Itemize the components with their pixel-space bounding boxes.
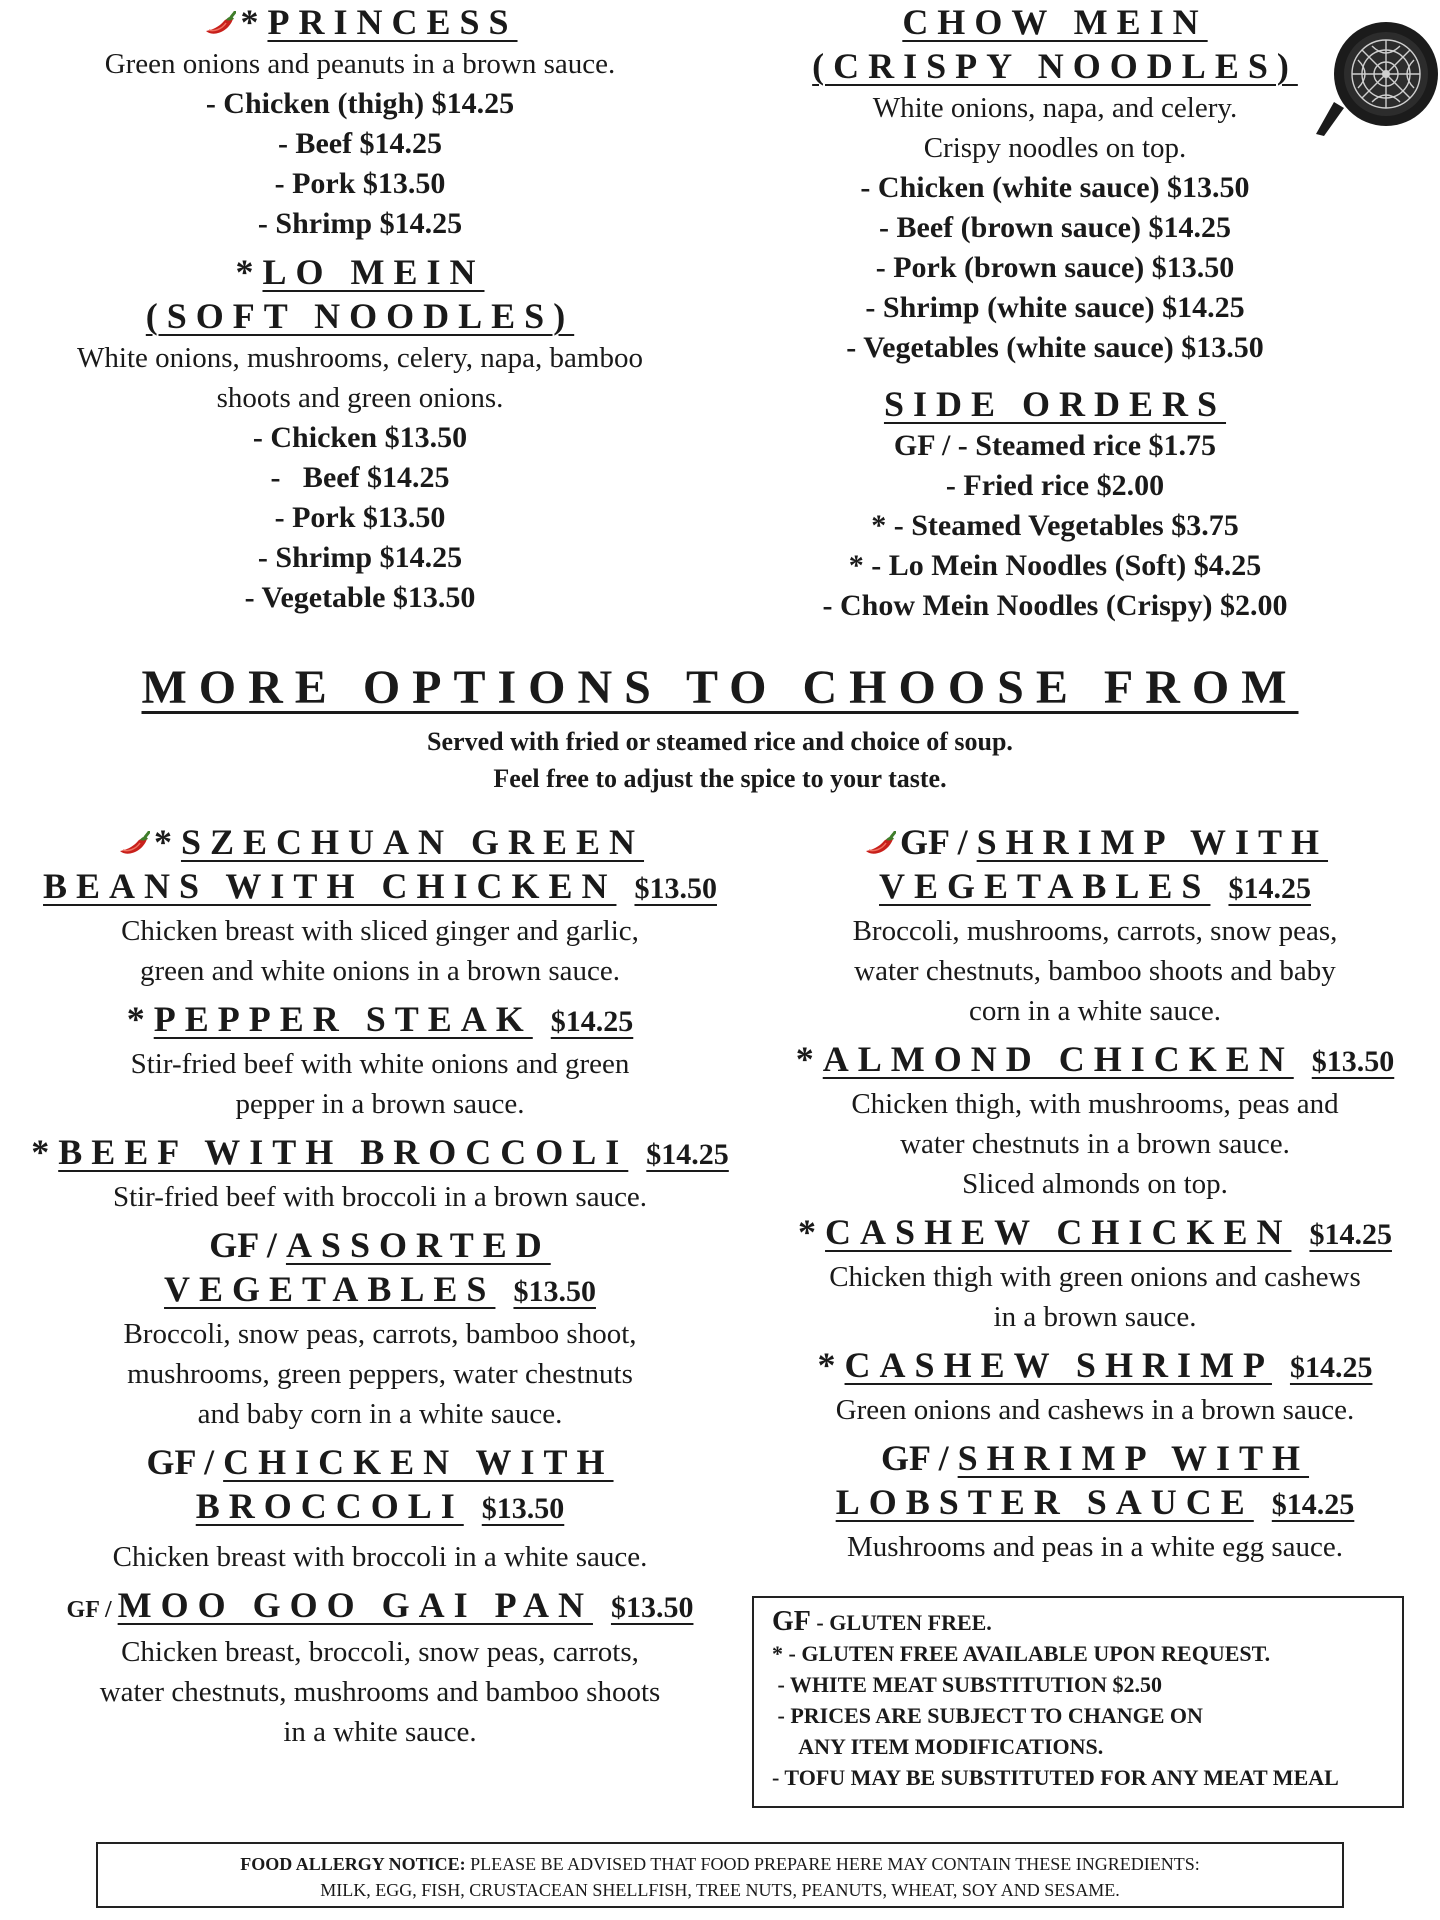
dish-desc: Green onions and cashews in a brown sauce. <box>835 1394 1355 1426</box>
more-options-sub: Feel free to adjust the spice to your taste. <box>493 764 947 793</box>
food-allergy-notice <box>96 1842 1344 1908</box>
notes-line: ANY ITEM MODIFICATIONS. <box>772 1734 1104 1759</box>
chow-mein-section <box>740 0 1370 368</box>
princess-title: *PRINCESS <box>30 0 690 44</box>
dish-desc: in a white sauce. <box>283 1716 477 1748</box>
allergy-line: FOOD ALLERGY NOTICE: PLEASE BE ADVISED THAT FOOD PREPARE HERE MAY CONTAIN THESE INGREDIENTS: <box>240 1854 1200 1874</box>
dish-desc: Stir-fried beef with white onions and green <box>130 1048 630 1080</box>
dish-title: BROCCOLI $13.50 <box>195 1486 565 1526</box>
dish-title: LOBSTER SAUCE $14.25 <box>835 1482 1355 1522</box>
dish-desc: pepper in a brown sauce. <box>235 1088 525 1120</box>
cast-iron-pan-icon <box>1312 16 1440 136</box>
lo-mein-item: - Pork $13.50 <box>274 501 446 534</box>
notes-line: - TOFU MAY BE SUBSTITUTED FOR ANY MEAT MEAL <box>772 1765 1339 1790</box>
chow-mein-item: - Vegetables (white sauce) $13.50 <box>846 331 1264 364</box>
dish-title: GF / CHICKEN WITH <box>146 1442 614 1482</box>
lo-mein-section <box>30 250 690 618</box>
chow-mein-item: - Pork (brown sauce) $13.50 <box>875 251 1235 284</box>
notes-box <box>752 1596 1404 1808</box>
chili-pepper-icon <box>202 11 236 37</box>
dish-title: BEANS WITH CHICKEN $13.50 <box>43 866 717 906</box>
allergy-line: MILK, EGG, FISH, CRUSTACEAN SHELLFISH, TREE NUTS, PEANUTS, WHEAT, SOY AND SESAME. <box>320 1880 1120 1900</box>
side-orders-title: SIDE ORDERS <box>883 384 1227 424</box>
dish-title: GF / ASSORTED <box>209 1225 551 1265</box>
princess-section <box>30 0 690 244</box>
side-order-item: - Chow Mein Noodles (Crispy) $2.00 <box>822 589 1288 622</box>
chili-pepper-icon <box>116 831 150 857</box>
lo-mein-item: - Shrimp $14.25 <box>257 541 463 574</box>
chili-pepper-icon <box>862 831 896 857</box>
dish-title: GF / SHRIMP WITH <box>760 820 1430 864</box>
dish-desc: water chestnuts, bamboo shoots and baby <box>854 955 1336 987</box>
side-order-item: - Fried rice $2.00 <box>945 469 1165 502</box>
princess-item: - Shrimp $14.25 <box>257 207 463 240</box>
princess-item: - Chicken (thigh) $14.25 <box>205 87 515 120</box>
notes-line: - PRICES ARE SUBJECT TO CHANGE ON <box>772 1703 1203 1728</box>
lo-mein-item: - Chicken $13.50 <box>252 421 468 454</box>
side-orders-section <box>740 382 1370 626</box>
more-options-title: MORE OPTIONS TO CHOOSE FROM <box>141 661 1299 714</box>
dish-desc: Broccoli, snow peas, carrots, bamboo shoot, <box>123 1318 637 1350</box>
dish-title: GF / SHRIMP WITH <box>880 1438 1310 1478</box>
dish-title: *SZECHUAN GREEN <box>10 820 750 864</box>
princess-item: - Beef $14.25 <box>277 127 443 160</box>
chow-mein-item: - Beef (brown sauce) $14.25 <box>879 211 1231 244</box>
chow-mein-desc: Crispy noodles on top. <box>923 132 1187 164</box>
dish-desc: Stir-fried beef with broccoli in a brown sauce. <box>112 1181 648 1213</box>
lo-mein-title: *LO MEIN <box>235 252 485 292</box>
dish-title: *BEEF WITH BROCCOLI $14.25 <box>31 1132 729 1172</box>
dish-desc: corn in a white sauce. <box>968 995 1222 1027</box>
princess-item: - Pork $13.50 <box>274 167 446 200</box>
dish-desc: and baby corn in a white sauce. <box>197 1398 563 1430</box>
dish-desc: Chicken breast, broccoli, snow peas, carrots, <box>121 1636 639 1668</box>
dish-title: *CASHEW SHRIMP $14.25 <box>817 1345 1373 1385</box>
notes-line: - WHITE MEAT SUBSTITUTION $2.50 <box>772 1672 1162 1697</box>
side-order-item: GF / - Steamed rice $1.75 <box>893 429 1217 462</box>
dish-title: VEGETABLES $14.25 <box>879 866 1311 906</box>
dish-desc: in a brown sauce. <box>993 1301 1197 1333</box>
dish-desc: Sliced almonds on top. <box>962 1168 1228 1200</box>
lo-mein-subtitle: (SOFT NOODLES) <box>145 296 575 336</box>
dish-desc: Chicken breast with sliced ginger and garlic, <box>121 915 639 947</box>
dish-title: *ALMOND CHICKEN $13.50 <box>795 1039 1395 1079</box>
dish-desc: Broccoli, mushrooms, carrots, snow peas, <box>852 915 1338 947</box>
dish-title: *CASHEW CHICKEN $14.25 <box>798 1212 1392 1252</box>
notes-line: * - GLUTEN FREE AVAILABLE UPON REQUEST. <box>772 1641 1271 1666</box>
dish-desc: mushrooms, green peppers, water chestnuts <box>127 1358 633 1390</box>
chow-mein-title: CHOW MEIN <box>902 2 1208 42</box>
more-options-sub: Served with fried or steamed rice and choice of soup. <box>427 727 1013 756</box>
dish-desc: Chicken thigh with green onions and cashews <box>829 1261 1361 1293</box>
side-order-item: * - Steamed Vegetables $3.75 <box>871 509 1239 542</box>
dish-desc: Chicken thigh, with mushrooms, peas and <box>851 1088 1339 1120</box>
lo-mein-desc: shoots and green onions. <box>216 382 504 414</box>
lo-mein-item: - Beef $14.25 <box>270 461 450 494</box>
dish-desc: Chicken breast with broccoli in a white sauce. <box>112 1541 648 1573</box>
chow-mein-desc: White onions, napa, and celery. <box>872 92 1238 124</box>
chow-mein-item: - Shrimp (white sauce) $14.25 <box>865 291 1245 324</box>
more-options-section <box>0 660 1440 797</box>
dish-desc: water chestnuts in a brown sauce. <box>900 1128 1290 1160</box>
dish-title: VEGETABLES $13.50 <box>164 1269 596 1309</box>
dish-desc: Mushrooms and peas in a white egg sauce. <box>846 1531 1344 1563</box>
left-dishes-column <box>10 820 750 1752</box>
notes-gf-line: GF - GLUTEN FREE. <box>772 1606 992 1637</box>
chow-mein-subtitle: (CRISPY NOODLES) <box>812 46 1298 86</box>
lo-mein-item: - Vegetable $13.50 <box>244 581 476 614</box>
dish-title: GF / MOO GOO GAI PAN $13.50 <box>66 1585 694 1625</box>
princess-desc: Green onions and peanuts in a brown sauce. <box>104 48 616 80</box>
side-order-item: * - Lo Mein Noodles (Soft) $4.25 <box>848 549 1262 582</box>
right-dishes-column <box>760 820 1430 1567</box>
dish-desc: water chestnuts, mushrooms and bamboo shoots <box>99 1676 661 1708</box>
lo-mein-desc: White onions, mushrooms, celery, napa, bamboo <box>77 342 643 374</box>
dish-desc: green and white onions in a brown sauce. <box>140 955 620 987</box>
chow-mein-item: - Chicken (white sauce) $13.50 <box>860 171 1250 204</box>
dish-title: *PEPPER STEAK $14.25 <box>126 999 634 1039</box>
